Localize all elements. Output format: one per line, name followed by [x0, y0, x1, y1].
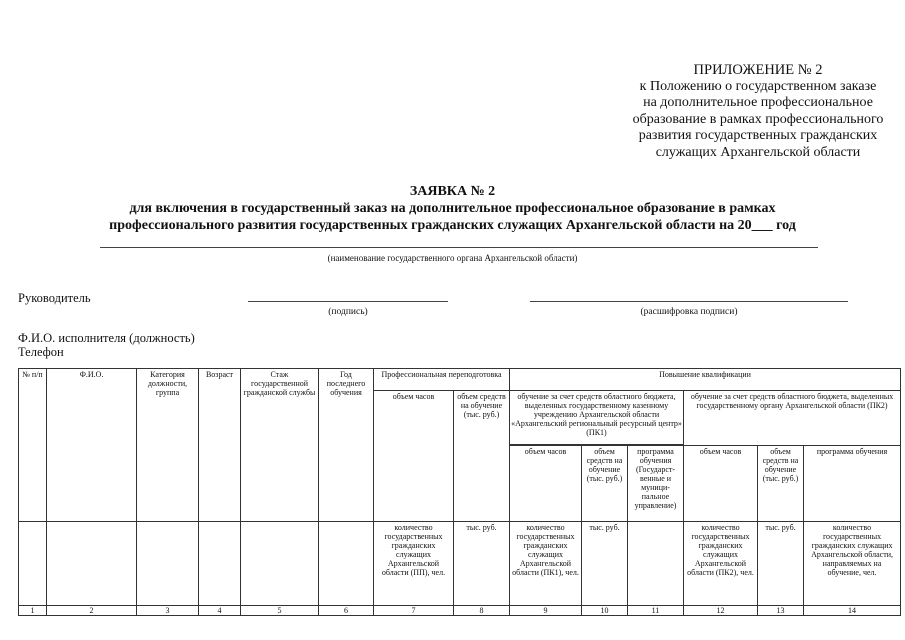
unit-cell: количество государственных гражданских служащих Архангельской области (ПК1), чел. — [510, 522, 582, 606]
col-number-header: № п/п — [19, 369, 47, 522]
unit-cell — [137, 522, 199, 606]
title-line: профессионального развития государственных гражданских служащих Архангельской области на 20___ год — [109, 218, 796, 233]
retraining-hours-header: объем часов — [374, 391, 454, 522]
unit-cell — [47, 522, 137, 606]
unit-cell: тыс. руб. — [758, 522, 804, 606]
column-number: 10 — [582, 606, 628, 616]
appendix-line: на дополнительное профессиональное — [643, 95, 873, 110]
unit-cell — [241, 522, 319, 606]
column-number: 8 — [454, 606, 510, 616]
column-number: 11 — [628, 606, 684, 616]
head-label: Руководитель — [18, 291, 91, 305]
appendix-line: к Положению о государственном заказе — [639, 78, 877, 94]
document-title — [0, 183, 905, 234]
decoding-line — [530, 301, 848, 302]
pk2-funds-header: объем средств на обучение (тыс. руб.) — [758, 446, 804, 522]
col-experience-header: Стаж государственной гражданской службы — [241, 369, 319, 522]
title-line: ЗАЯВКА № 2 — [409, 184, 496, 199]
pk2-program-header: программа обучения — [804, 446, 901, 522]
signature-caption: (подпись) — [328, 307, 368, 317]
retraining-header: Профессиональная переподготовка — [374, 369, 510, 391]
column-number: 3 — [137, 606, 199, 616]
pk1-program-header: программа обучения (Государст-венные и муници-пальное управление) — [628, 446, 684, 522]
column-number: 4 — [199, 606, 241, 616]
appendix-line: развития государственных гражданских — [638, 128, 878, 143]
org-name-caption: (наименование государственного органа Архангельской области) — [327, 253, 578, 263]
appendix-line: служащих Архангельской области — [655, 144, 861, 160]
retraining-funds-header: объем средств на обучение (тыс. руб.) — [454, 391, 510, 522]
unit-cell — [628, 522, 684, 606]
column-number: 13 — [758, 606, 804, 616]
col-category-header: Категория должности, группа — [137, 369, 199, 522]
pk2-header: обучение за счет средств областного бюджета, выделенных государственному органу Архангельской области (ПК2) — [684, 391, 901, 446]
unit-cell: количество государственных гражданских служащих Архангельской области (ПП), чел. — [374, 522, 454, 606]
appendix-heading: ПРИЛОЖЕНИЕ № 2 — [693, 62, 823, 78]
col-last-training-header: Год последнего обучения — [319, 369, 374, 522]
col-age-header: Возраст — [199, 369, 241, 522]
qualification-header: Повышение квалификации — [510, 369, 901, 391]
column-number: 14 — [804, 606, 901, 616]
column-number: 2 — [47, 606, 137, 616]
pk2-hours-header: объем часов — [684, 446, 758, 522]
column-number: 5 — [241, 606, 319, 616]
pk1-header: обучение за счет средств областного бюджета, выделенных государственному казенному учреждению Архангельской области «Архангельский региональный ресурсный центр» (ПК1) — [510, 391, 684, 445]
unit-cell — [319, 522, 374, 606]
column-number: 9 — [510, 606, 582, 616]
column-number: 7 — [374, 606, 454, 616]
executor-label: Ф.И.О. исполнителя (должность) — [18, 331, 195, 345]
appendix-block — [608, 62, 905, 161]
title-line: для включения в государственный заказ на дополнительное профессиональное образование в рамках — [129, 201, 776, 216]
unit-cell — [199, 522, 241, 606]
col-fio-header: Ф.И.О. — [47, 369, 137, 522]
column-number: 1 — [19, 606, 47, 616]
column-number: 6 — [319, 606, 374, 616]
column-number: 12 — [684, 606, 758, 616]
unit-cell: количество государственных гражданских служащих Архангельской области (ПК2), чел. — [684, 522, 758, 606]
appendix-line: образование в рамках профессионального — [632, 111, 884, 127]
application-table — [18, 368, 901, 616]
pk1-funds-header: объем средств на обучение (тыс. руб.) — [582, 446, 628, 522]
unit-cell: тыс. руб. — [454, 522, 510, 606]
pk1-hours-header: объем часов — [510, 446, 582, 522]
phone-label: Телефон — [18, 345, 64, 359]
signature-line — [248, 301, 448, 302]
unit-cell — [19, 522, 47, 606]
unit-cell: количество государственных гражданских служащих Архангельской области, направляемых на обучение, чел. — [804, 522, 901, 606]
org-name-line — [100, 247, 818, 248]
decoding-caption: (расшифровка подписи) — [640, 307, 738, 317]
unit-cell: тыс. руб. — [582, 522, 628, 606]
